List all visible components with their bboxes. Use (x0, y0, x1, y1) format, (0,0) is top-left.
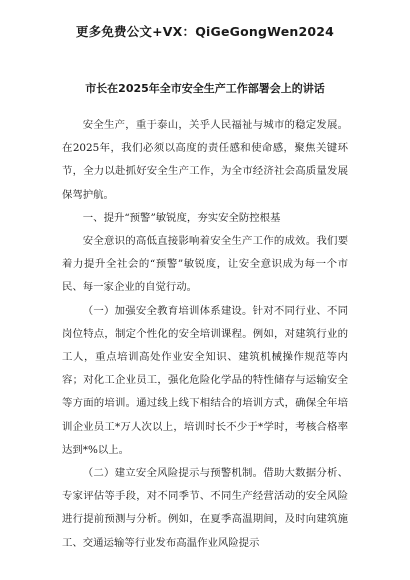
body-paragraph-warning: （二）建立安全风险提示与预警机制。借助大数据分析、专家评估等手段，对不同季节、不同生产经营活动的安全风险进行提前预测与分析。例如，在夏季高温期间，及时向建筑施工、交通运输等行业发布高温作业风险提示 (62, 467, 348, 549)
body-paragraph-training: （一）加强安全教育培训体系建设。针对不同行业、不同岗位特点，制定个性化的安全培训课程。例如，对建筑行业的工人，重点培训高处作业安全知识、建筑机械操作规范等内容；对化工企业员工，强化危险化学品的特性储存与运输安全等方面的培训。通过线上线下相结合的培训方式，确保全年培训企业员工*万人次以上，培训时长不少于*学时，考核合格率达到*%以上。 (62, 304, 348, 456)
body-paragraph-intro: 安全生产，重于泰山，关乎人民福祉与城市的稳定发展。在2025年，我们必须以高度的责任感和使命感，聚焦关键环节，全力以赴抓好安全生产工作，为全市经济社会高质量发展保驾护航。 (62, 119, 348, 201)
body-paragraph-awareness: 安全意识的高低直接影响着安全生产工作的成效。我们要着力提升全社会的“预警”敏锐度，让安全意识成为每一个市民、每一家企业的自觉行动。 (62, 235, 348, 294)
document-title: 市长在2025年全市安全生产工作部署会上的讲话 (85, 82, 325, 95)
section-heading-1: 一、提升“预警”敏锐度，夯实安全防控根基 (82, 211, 281, 224)
promo-line: 更多免费公文+VX：QiGeGongWen2024 (75, 24, 335, 39)
